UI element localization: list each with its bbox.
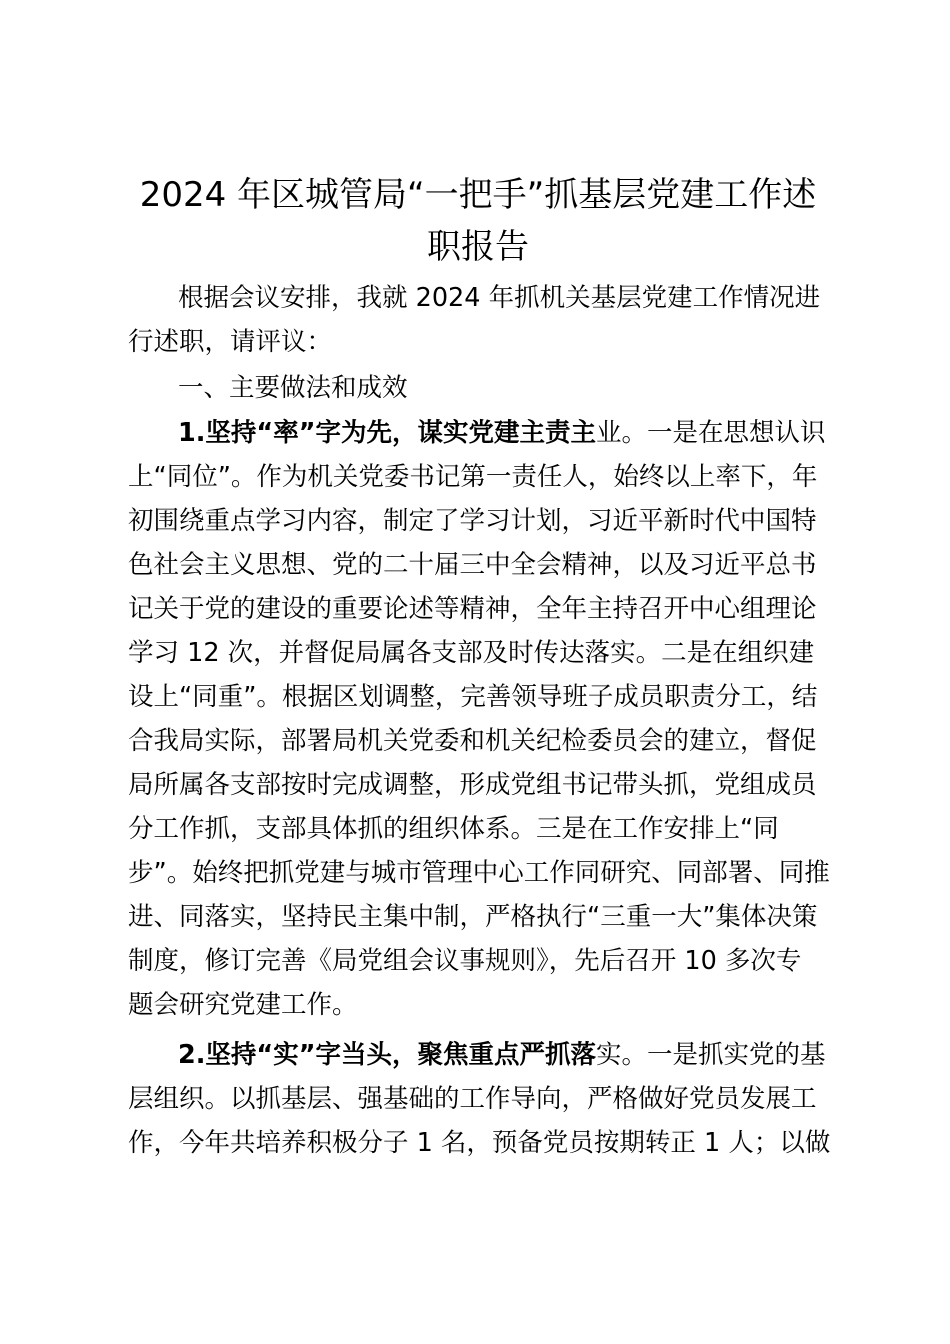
item1-first-line-rest: 业。一是在思想认识 (595, 418, 826, 448)
item1-line: 进、同落实，坚持民主集中制，严格执行“三重一大”集体决策 (128, 902, 818, 932)
item1-first-line (178, 415, 825, 451)
item1-line: 上“同位”。作为机关党委书记第一责任人，始终以上率下，年 (128, 462, 818, 492)
item2-heading: 2.坚持“实”字当头，聚焦重点严抓落 (178, 1040, 596, 1070)
item1-line: 记关于党的建设的重要论述等精神，全年主持召开中心组理论 (128, 594, 817, 624)
item2-first-line (178, 1037, 825, 1073)
item2-line: 层组织。以抓基层、强基础的工作导向，严格做好党员发展工 (128, 1084, 817, 1114)
item1-line: 制度，修订完善《局党组会议事规则》，先后召开 10 多次专 (128, 946, 802, 976)
item1-heading: 1.坚持“率”字为先，谋实党建主责主 (178, 418, 596, 448)
item1-line: 学习 12 次，并督促局属各支部及时传达落实。二是在组织建 (128, 638, 815, 668)
item1-line: 局所属各支部按时完成调整，形成党组书记带头抓，党组成员 (128, 770, 817, 800)
item2-first-line-rest: 实。一是抓实党的基 (595, 1040, 826, 1070)
intro-line-1: 根据会议安排，我就 2024 年抓机关基层党建工作情况进 (178, 283, 821, 313)
item1-line: 色社会主义思想、党的二十届三中全会精神，以及习近平总书 (128, 550, 817, 580)
item2-line: 作，今年共培养积极分子 1 名，预备党员按期转正 1 人；以做 (128, 1128, 831, 1158)
item1-line: 初围绕重点学习内容，制定了学习计划，习近平新时代中国特 (128, 506, 817, 536)
item1-line: 步”。始终把抓党建与城市管理中心工作同研究、同部署、同推 (128, 858, 830, 888)
item1-line: 合我局实际，部署局机关党委和机关纪检委员会的建立，督促 (128, 726, 817, 756)
item1-line: 分工作抓，支部具体抓的组织体系。三是在工作安排上“同 (128, 814, 779, 844)
item1-line: 题会研究党建工作。 (128, 990, 358, 1020)
item1-line: 设上“同重”。根据区划调整，完善领导班子成员职责分工，结 (128, 682, 818, 712)
document-title-line-2: 职报告 (427, 227, 529, 267)
section-heading: 一、主要做法和成效 (178, 373, 408, 403)
document-title-line-1: 2024 年区城管局“一把手”抓基层党建工作述 (139, 175, 817, 215)
intro-line-2: 行述职，请评议： (128, 327, 333, 357)
